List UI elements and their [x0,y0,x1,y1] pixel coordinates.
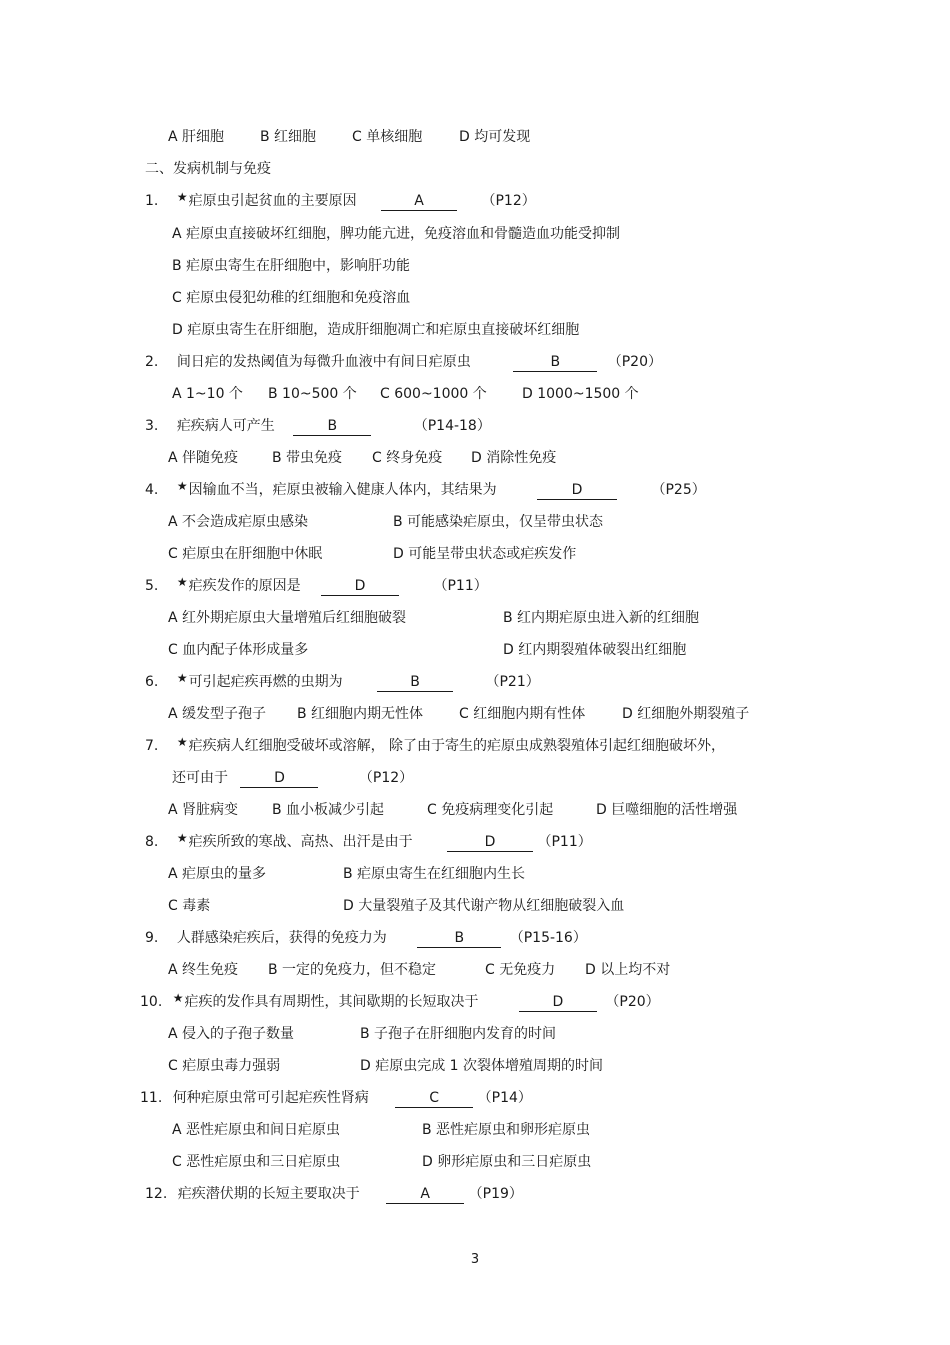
question-4 [145,480,706,500]
question-text: 疟疾潜伏期的长短主要取决于 [177,1186,360,1202]
star-icon: ★ [176,479,188,493]
answer-blank: B [293,418,371,436]
question-1 [145,191,536,211]
option: A 缓发型子孢子 [168,706,267,722]
star-icon: ★ [176,190,188,204]
answer-blank: B [513,354,597,372]
page-reference: （P19） [468,1186,523,1202]
question-number: 9. [145,930,159,946]
question-number: 5. [145,578,159,594]
option: C 终身免疫 [372,450,443,466]
option: A 不会造成疟原虫感染 [168,514,309,530]
option: A 终生免疫 [168,962,239,978]
option: C 单核细胞 [352,129,423,145]
option: C 毒素 [168,898,211,914]
star-icon: ★ [176,735,188,749]
question-number: 8. [145,834,159,850]
answer-blank: D [519,994,597,1012]
star-icon: ★ [176,671,188,685]
page-reference: （P14-18） [413,418,491,434]
option: B 红细胞 [260,129,317,145]
answer-blank: D [240,770,318,788]
question-number: 7. [145,738,159,754]
page-reference: （P21） [485,674,540,690]
option: A 1~10 个 [172,386,243,402]
option: B 带虫免疫 [272,450,343,466]
option: B 一定的免疫力，但不稳定 [268,962,437,978]
star-icon: ★ [176,831,188,845]
question-text: 疟疾发作的原因是 [188,578,301,594]
option: D 均可发现 [459,129,531,145]
question-number: 6. [145,674,159,690]
star-icon: ★ [176,575,188,589]
question-12 [145,1184,523,1204]
question-text: 人群感染疟疾后，获得的免疫力为 [176,930,387,946]
option: B 红内期疟原虫进入新的红细胞 [503,610,700,626]
question-number: 10. [140,994,163,1010]
page-reference: （P25） [651,482,706,498]
question-7-continuation [172,768,413,788]
page-reference: （P11） [433,578,488,594]
option: C 血内配子体形成量多 [168,642,309,658]
answer-blank: B [417,930,501,948]
option: A 伴随免疫 [168,450,239,466]
question-10 [140,992,660,1012]
question-5 [145,576,488,596]
question-2 [145,352,662,372]
option: D 消除性免疫 [471,450,557,466]
option: A 疟原虫直接破坏红细胞，脾功能亢进，免疫溶血和骨髓造血功能受抑制 [172,226,621,242]
option: B 可能感染疟原虫，仅呈带虫状态 [393,514,604,530]
question-number: 4. [145,482,159,498]
option: B 10~500 个 [268,386,357,402]
option: B 疟原虫寄生在肝细胞中，影响肝功能 [172,258,411,274]
option: A 恶性疟原虫和间日疟原虫 [172,1122,341,1138]
option: A 红外期疟原虫大量增殖后红细胞破裂 [168,610,407,626]
option: D 疟原虫寄生在肝细胞，造成肝细胞凋亡和疟原虫直接破坏红细胞 [172,322,580,338]
option: A 侵入的子孢子数量 [168,1026,295,1042]
page-reference: （P14） [477,1090,532,1106]
question-text: 疟原虫引起贫血的主要原因 [188,193,357,209]
option: A 肾脏病变 [168,802,239,818]
option: C 疟原虫在肝细胞中休眠 [168,546,323,562]
option: D 大量裂殖子及其代谢产物从红细胞破裂入血 [343,898,625,914]
option: B 红细胞内期无性体 [297,706,424,722]
star-icon: ★ [172,991,184,1005]
question-6 [145,672,540,692]
option: A 疟原虫的量多 [168,866,267,882]
option: D 卵形疟原虫和三日疟原虫 [422,1154,592,1170]
option: D 1000~1500 个 [522,386,639,402]
page-reference: （P12） [481,193,536,209]
answer-blank: D [537,482,617,500]
option: C 无免疫力 [485,962,556,978]
question-number: 11. [140,1090,163,1106]
question-number: 3. [145,418,159,434]
page-reference: （P11） [537,834,592,850]
question-11 [140,1088,532,1108]
answer-blank: D [447,834,533,852]
question-number: 12. [145,1186,168,1202]
option: D 可能呈带虫状态或疟疾发作 [393,546,577,562]
option: D 巨噬细胞的活性增强 [596,802,738,818]
answer-blank: B [377,674,453,692]
page-number: 3 [470,1252,480,1267]
answer-blank: C [395,1090,473,1108]
question-number: 2. [145,354,159,370]
question-text: 疟疾所致的寒战、高热、出汗是由于 [188,834,413,850]
page-reference: （P15-16） [509,930,587,946]
question-text: 疟疾病人可产生 [176,418,275,434]
option: C 疟原虫毒力强弱 [168,1058,281,1074]
answer-blank: D [321,578,399,596]
question-text: 疟疾病人红细胞受破坏或溶解， 除了由于寄生的疟原虫成熟裂殖体引起红细胞破坏外， [188,738,726,754]
option: A 肝细胞 [168,129,225,145]
answer-blank: A [381,193,457,211]
question-8 [145,832,592,852]
option: D 红内期裂殖体破裂出红细胞 [503,642,687,658]
option: C 600~1000 个 [380,386,487,402]
option: B 恶性疟原虫和卵形疟原虫 [422,1122,591,1138]
option: C 疟原虫侵犯幼稚的红细胞和免疫溶血 [172,290,411,306]
page-reference: （P12） [358,770,414,786]
option: C 恶性疟原虫和三日疟原虫 [172,1154,341,1170]
option: C 免疫病理变化引起 [427,802,554,818]
question-7 [145,736,725,756]
question-text: 因输血不当，疟原虫被输入健康人体内，其结果为 [188,482,497,498]
question-9 [145,928,587,948]
option: D 以上均不对 [585,962,671,978]
question-text: 可引起疟疾再燃的虫期为 [188,674,343,690]
option: C 红细胞内期有性体 [459,706,586,722]
option: B 血小板减少引起 [272,802,385,818]
option: D 红细胞外期裂殖子 [622,706,750,722]
question-3 [145,416,491,436]
question-text: 还可由于 [172,770,228,786]
page-reference: （P20） [605,994,660,1010]
question-text: 何种疟原虫常可引起疟疾性肾病 [172,1090,369,1106]
option: B 子孢子在肝细胞内发育的时间 [360,1026,557,1042]
answer-blank: A [386,1186,464,1204]
question-number: 1. [145,193,159,209]
question-text: 间日疟的发热阈值为每微升血液中有间日疟原虫 [176,354,471,370]
page-reference: （P20） [607,354,662,370]
section-title: 二、发病机制与免疫 [145,161,271,177]
option: D 疟原虫完成 1 次裂体增殖周期的时间 [360,1058,604,1074]
option: B 疟原虫寄生在红细胞内生长 [343,866,526,882]
question-text: 疟疾的发作具有周期性，其间歇期的长短取决于 [184,994,479,1010]
